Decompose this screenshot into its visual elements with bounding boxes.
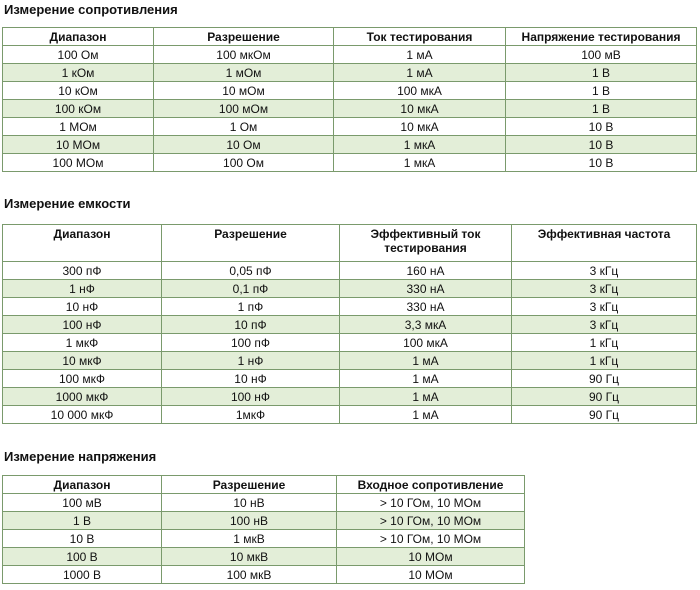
column-header: Разрешение <box>162 476 337 494</box>
table-cell: 10 мОм <box>154 82 334 100</box>
table-cell: 1 кОм <box>3 64 154 82</box>
capacitance-table <box>2 224 697 424</box>
column-header: Разрешение <box>154 28 334 46</box>
table-row <box>3 406 697 424</box>
table-cell: 1мкФ <box>162 406 340 424</box>
table-cell: 10 В <box>506 154 697 172</box>
table-cell: 10 МОм <box>337 566 525 584</box>
table-row <box>3 136 697 154</box>
table-row <box>3 512 525 530</box>
table-row <box>3 154 697 172</box>
column-header: Диапазон <box>3 476 162 494</box>
table-row <box>3 82 697 100</box>
table-cell: 100 нВ <box>162 512 337 530</box>
resistance-section-title: Измерение сопротивления <box>4 2 178 17</box>
table-cell: 330 нА <box>340 280 512 298</box>
voltage-section-title: Измерение напряжения <box>4 449 157 464</box>
table-cell: 0,1 пФ <box>162 280 340 298</box>
table-row <box>3 64 697 82</box>
table-cell: 1 Ом <box>154 118 334 136</box>
table-cell: 3 кГц <box>512 262 697 280</box>
table-row <box>3 548 525 566</box>
table-row <box>3 566 525 584</box>
column-header: Разрешение <box>162 225 340 262</box>
table-cell: 1 В <box>3 512 162 530</box>
table-cell: > 10 ГОм, 10 МОм <box>337 512 525 530</box>
table-cell: 3,3 мкА <box>340 316 512 334</box>
column-header: Ток тестирования <box>334 28 506 46</box>
table-row <box>3 530 525 548</box>
table-cell: 1 мА <box>334 46 506 64</box>
table-row <box>3 316 697 334</box>
table-cell: 1 В <box>506 100 697 118</box>
column-header: Напряжение тестирования <box>506 28 697 46</box>
table-cell: 10 В <box>3 530 162 548</box>
table-cell: 3 кГц <box>512 280 697 298</box>
table-cell: 0,05 пФ <box>162 262 340 280</box>
table-cell: > 10 ГОм, 10 МОм <box>337 530 525 548</box>
table-cell: 10 мкФ <box>3 352 162 370</box>
table-cell: 100 В <box>3 548 162 566</box>
table-cell: 10 кОм <box>3 82 154 100</box>
table-cell: 160 нА <box>340 262 512 280</box>
table-cell: 1 нФ <box>162 352 340 370</box>
table-cell: 100 кОм <box>3 100 154 118</box>
column-header: Диапазон <box>3 225 162 262</box>
table-cell: 1 В <box>506 82 697 100</box>
table-row <box>3 352 697 370</box>
table-cell: 1 мкА <box>334 136 506 154</box>
table-cell: 1000 мкФ <box>3 388 162 406</box>
table-cell: 1 мА <box>340 388 512 406</box>
table-cell: 100 Ом <box>154 154 334 172</box>
table-cell: 10 нВ <box>162 494 337 512</box>
table-cell: 1 мОм <box>154 64 334 82</box>
capacitance-section-title: Измерение емкости <box>4 196 131 211</box>
table-cell: 10 В <box>506 136 697 154</box>
table-cell: 100 мкОм <box>154 46 334 64</box>
table-cell: 3 кГц <box>512 298 697 316</box>
table-cell: 100 нФ <box>162 388 340 406</box>
column-header: Диапазон <box>3 28 154 46</box>
table-cell: 1 мкА <box>334 154 506 172</box>
table-cell: 100 Ом <box>3 46 154 64</box>
table-cell: 1 пФ <box>162 298 340 316</box>
table-cell: 10 000 мкФ <box>3 406 162 424</box>
table-cell: 10 МОм <box>3 136 154 154</box>
column-header: Входное сопротивление <box>337 476 525 494</box>
table-cell: 3 кГц <box>512 316 697 334</box>
table-cell: 1 мА <box>340 370 512 388</box>
table-cell: 10 нФ <box>3 298 162 316</box>
table-cell: 1 кГц <box>512 334 697 352</box>
table-cell: 10 пФ <box>162 316 340 334</box>
table-cell: 100 мОм <box>154 100 334 118</box>
table-cell: 10 мкВ <box>162 548 337 566</box>
table-row <box>3 46 697 64</box>
table-cell: 90 Гц <box>512 406 697 424</box>
column-header: Эффективная частота <box>512 225 697 262</box>
table-cell: 10 мкА <box>334 100 506 118</box>
table-header-row <box>3 225 697 262</box>
table-cell: 100 мкВ <box>162 566 337 584</box>
table-header-row <box>3 28 697 46</box>
table-cell: 100 мкА <box>334 82 506 100</box>
table-cell: 1 мкФ <box>3 334 162 352</box>
table-cell: 100 мкФ <box>3 370 162 388</box>
column-header: Эффективный ток тестирования <box>340 225 512 262</box>
table-row <box>3 118 697 136</box>
table-cell: 10 МОм <box>337 548 525 566</box>
table-cell: 90 Гц <box>512 370 697 388</box>
table-header-row <box>3 476 525 494</box>
table-cell: 10 Ом <box>154 136 334 154</box>
table-cell: 100 нФ <box>3 316 162 334</box>
table-cell: 10 В <box>506 118 697 136</box>
table-cell: 100 МОм <box>3 154 154 172</box>
table-row <box>3 100 697 118</box>
table-cell: 100 мВ <box>3 494 162 512</box>
table-cell: 100 пФ <box>162 334 340 352</box>
resistance-table <box>2 27 697 172</box>
table-cell: 90 Гц <box>512 388 697 406</box>
table-row <box>3 334 697 352</box>
table-row <box>3 370 697 388</box>
voltage-table <box>2 475 525 584</box>
table-cell: 10 мкА <box>334 118 506 136</box>
table-cell: 1 В <box>506 64 697 82</box>
table-row <box>3 262 697 280</box>
table-cell: 330 нА <box>340 298 512 316</box>
table-cell: 10 нФ <box>162 370 340 388</box>
table-cell: 1 кГц <box>512 352 697 370</box>
table-cell: 100 мВ <box>506 46 697 64</box>
table-row <box>3 280 697 298</box>
table-row <box>3 494 525 512</box>
table-cell: 100 мкА <box>340 334 512 352</box>
table-cell: > 10 ГОм, 10 МОм <box>337 494 525 512</box>
table-cell: 1 мкВ <box>162 530 337 548</box>
table-cell: 1 мА <box>334 64 506 82</box>
table-cell: 1000 В <box>3 566 162 584</box>
table-cell: 1 мА <box>340 406 512 424</box>
table-cell: 1 МОм <box>3 118 154 136</box>
table-cell: 1 нФ <box>3 280 162 298</box>
table-row <box>3 298 697 316</box>
table-cell: 300 пФ <box>3 262 162 280</box>
table-row <box>3 388 697 406</box>
table-cell: 1 мА <box>340 352 512 370</box>
